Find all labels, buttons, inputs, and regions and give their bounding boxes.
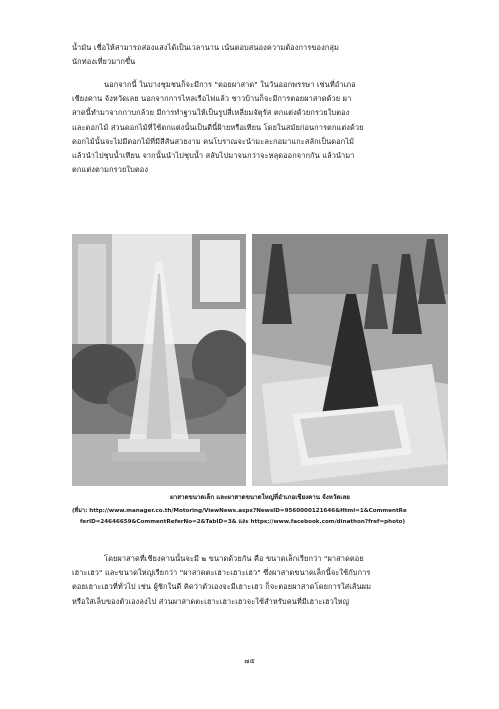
source-line: (ที่มา: http://www.manager.co.th/Motoring/ViewNews.aspx?NewsID=9560000121646&Html=1&CommentRe: [72, 508, 407, 514]
text-line: ตอยเฮาะเฮวที่ทั่วไป เช่น ผู้ชิกในดี คิดว่าตัวเองจะมีเฮาะเฮว ก็จะตอยผาสาดโดยการใส่เส้นผม: [72, 582, 372, 592]
figure-source: [72, 506, 450, 528]
text-line: นอกจากนี้ ในบางชุมชนก็จะมีการ "ตอยผาสาด" ในวันออกพรรษา เช่นที่อำเภอ: [104, 80, 356, 89]
text-line: เฮาะเฮว" และขนาดใหญ่เรียกว่า "ผาสาดตะเฮาะเฮาะเฮว" ซึ่งผาสาดขนาดเล็กนี้จะใช้กับการ: [72, 568, 371, 578]
page-number: ๗๕: [244, 657, 255, 665]
paragraph-1: [72, 41, 432, 69]
text-line: แล้วนำไปชุบน้ำเทียน จากนั้นนำไปชุบน้ำ สลับไปมาจนกว่าจะหลุดออกจากกัน แล้วนำมา: [72, 151, 355, 161]
photo-small-pha-sat: [72, 234, 246, 486]
figure-caption: ผาสาดขนาดเล็ก และผาสาดขนาดใหญ่ที่อำเภอเชียงคาน จังหวัดเลย: [170, 494, 350, 501]
text-line: หรือใส่เล็บของตัวเองลงไป ส่วนผาสาดตะเฮาะเฮาะเฮวจะใช้สำหรับคนที่มีเฮาะเฮวใหญ่: [72, 596, 349, 606]
text-line: สาดนี้ทำมาจากกาบกล้วย มีการทำฐานให้เป็นรูปสี่เหลี่ยมจัตุรัส ตกแต่งด้วยกรวยใบตอง: [72, 108, 350, 118]
paragraph-2: [72, 78, 432, 177]
text-line: เชียงคาน จังหวัดเลย นอกจากการไหลเรือไฟแล้ว ชาวบ้านก็จะมีการตอยผาสาดด้วย ผา: [72, 94, 352, 104]
photo-large-pha-sat: [252, 234, 448, 486]
paragraph-3: [72, 552, 432, 609]
text-line: ตกแต่งตามกรวยใบตอง: [72, 165, 149, 175]
text-line: น้ำมัน เชื่อให้สามารถส่องแสงได้เป็นเวลานาน เน้นตอบสนองความต้องการของกลุ่ม: [72, 43, 339, 52]
text-line: ดอกไม้นั้นจะไม่มีดอกไม้ที่มีสีสันสวยงาม คนโบราณจะนำมะละกอมาแกะสลักเป็นดอกไม้: [72, 136, 355, 146]
source-line: ferID=24646659&CommentReferNo=2&TabID=3& และ https://www.facebook.com/dinathon?fref=photo): [80, 519, 406, 525]
text-line: นักท่องเที่ยวมากขึ้น: [72, 57, 136, 67]
text-line: และดอกไม้ ส่วนดอกไม้ที่ใช้ตกแต่งนั้นเป็นดีนี้ฝ้ายหรือเทียน โดยในสมัยก่อนการตกแต่งด้วย: [72, 122, 364, 132]
text-line: โดยผาสาดที่เชียงคานนั้นจะมี ๒ ขนาดด้วยกัน คือ ขนาดเล็กเรียกว่า "ผาสาดตอย: [104, 554, 364, 563]
